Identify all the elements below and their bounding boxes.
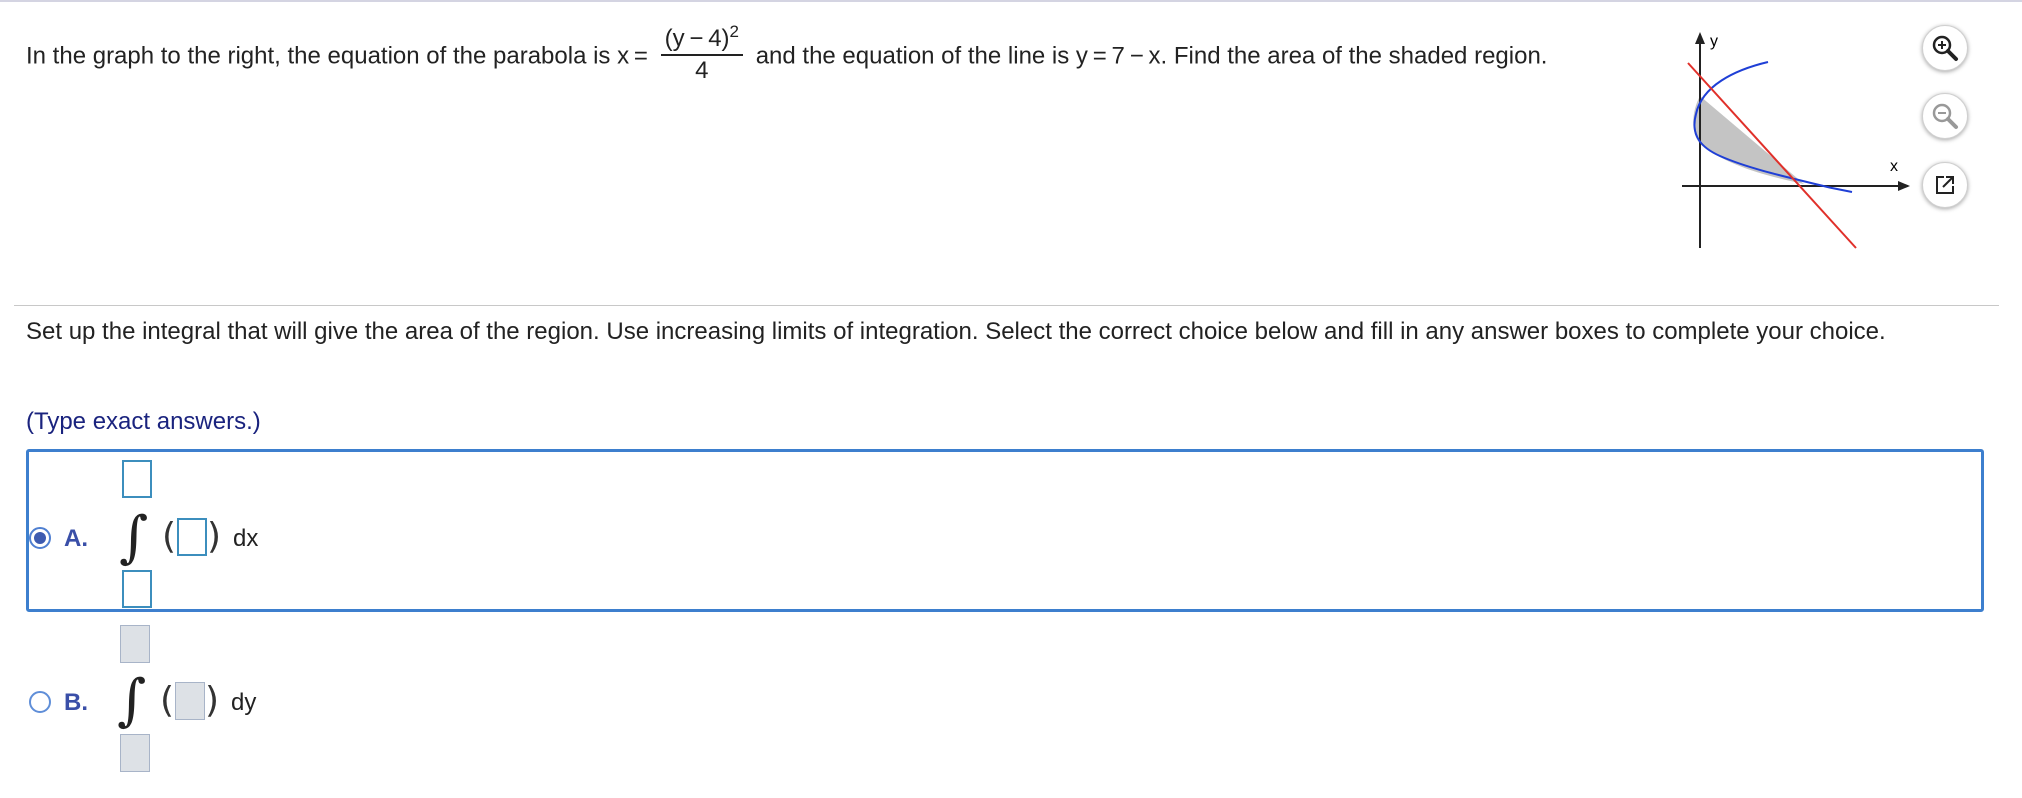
choice-b-integral-sign: ∫ (117, 668, 147, 733)
fraction-numerator (661, 24, 743, 56)
choice-a-lower-limit[interactable] (122, 570, 152, 608)
answer-hint: (Type exact answers.) (26, 408, 261, 435)
graph-svg (1672, 26, 1912, 256)
choice-b-left-paren: ( (160, 680, 175, 721)
choice-b-differential: dy (231, 689, 257, 716)
x-axis-arrow (1898, 181, 1910, 191)
choice-a-integral-sign: ∫ (119, 505, 149, 570)
choice-b-right-paren: ) (205, 680, 220, 721)
fraction-numerator-text: (y − 4) (664, 25, 730, 52)
instructions: Set up the integral that will give the area of the region. Use increasing limits of integration. Select the correct choice below and fill in any answer boxes to complete your choice. (26, 318, 1886, 345)
shaded-region (1693, 96, 1804, 184)
choice-b-letter: B. (64, 689, 88, 716)
fraction-denominator: 4 (695, 57, 709, 84)
choice-b-integrand[interactable] (175, 682, 205, 720)
fraction-exponent: 2 (729, 22, 740, 41)
choice-b[interactable] (26, 621, 1984, 781)
top-border (0, 0, 2022, 2)
choice-a-right-paren: ) (207, 516, 222, 557)
external-window-icon (1932, 172, 1958, 198)
graph (1672, 26, 1912, 261)
choice-a-integrand[interactable] (177, 518, 207, 556)
y-axis-arrow (1695, 32, 1705, 44)
question-suffix: and the equation of the line is y = 7 − x. Find the area of the shaded region. (755, 42, 1548, 70)
choice-a-letter: A. (64, 525, 88, 552)
choice-a-differential: dx (233, 525, 259, 552)
question-prefix: In the graph to the right, the equation of the parabola is x = (26, 42, 648, 70)
choice-b-lower-limit[interactable] (120, 734, 150, 772)
parabola-fraction (661, 24, 743, 86)
choice-a-upper-limit[interactable] (122, 460, 152, 498)
choice-b-radio[interactable] (29, 691, 51, 713)
question-text (26, 22, 1616, 88)
line-curve (1688, 63, 1856, 248)
choice-a-left-paren: ( (162, 516, 177, 557)
zoom-out-button[interactable] (1922, 93, 1968, 139)
choice-a-radio[interactable] (29, 527, 51, 549)
zoom-in-icon (1930, 33, 1960, 63)
choice-b-upper-limit[interactable] (120, 625, 150, 663)
section-divider (14, 305, 1999, 306)
x-axis-label: x (1890, 158, 1898, 175)
zoom-out-icon (1930, 101, 1960, 131)
choice-a[interactable] (26, 449, 1984, 612)
popout-button[interactable] (1922, 162, 1968, 208)
zoom-in-button[interactable] (1922, 25, 1968, 71)
y-axis-label: y (1710, 33, 1718, 50)
